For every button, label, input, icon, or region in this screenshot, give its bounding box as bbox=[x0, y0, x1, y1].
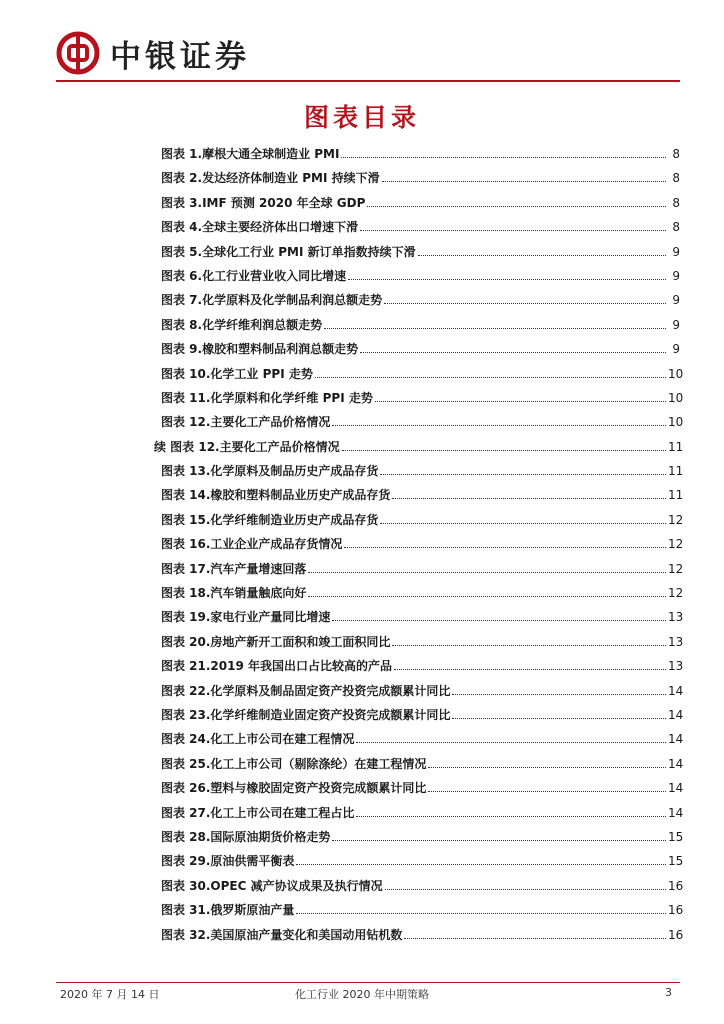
toc-entry[interactable] bbox=[161, 878, 684, 902]
toc-entry-page: 16 bbox=[668, 878, 684, 893]
toc-entry-label: 续 图表 12.主要化工产品价格情况 bbox=[154, 439, 340, 454]
dot-leader bbox=[344, 547, 666, 548]
dot-leader bbox=[385, 889, 666, 890]
toc-entry[interactable] bbox=[161, 170, 680, 194]
table-of-figures bbox=[154, 146, 684, 951]
toc-entry-label: 图表 20.房地产新开工面积和竣工面积同比 bbox=[161, 634, 391, 649]
dot-leader bbox=[452, 718, 666, 719]
dot-leader bbox=[324, 328, 666, 329]
dot-leader bbox=[394, 669, 666, 670]
toc-entry[interactable] bbox=[161, 658, 684, 682]
dot-leader bbox=[367, 206, 666, 207]
dot-leader bbox=[382, 181, 666, 182]
toc-entry-label: 图表 18.汽车销量触底向好 bbox=[161, 586, 307, 601]
dot-leader bbox=[428, 767, 666, 768]
toc-entry-page: 10 bbox=[668, 415, 684, 430]
toc-entry-label: 图表 10.化学工业 PPI 走势 bbox=[161, 366, 313, 381]
toc-entry-page: 11 bbox=[668, 464, 684, 479]
toc-entry-page: 13 bbox=[668, 634, 684, 649]
page-title: 图表目录 bbox=[303, 103, 420, 132]
toc-entry-label: 图表 27.化工上市公司在建工程占比 bbox=[161, 805, 355, 820]
dot-leader bbox=[404, 938, 666, 939]
dot-leader bbox=[356, 742, 666, 743]
toc-entry-page: 8 bbox=[672, 147, 680, 161]
dot-leader bbox=[296, 864, 666, 865]
toc-entry-page: 8 bbox=[672, 220, 680, 235]
toc-entry-label: 图表 6.化工行业营业收入同比增速 bbox=[161, 268, 347, 283]
toc-entry-page: 12 bbox=[668, 512, 684, 527]
toc-entry-page: 9 bbox=[672, 317, 680, 332]
toc-entry-label: 图表 28.国际原油期货价格走势 bbox=[161, 829, 331, 844]
toc-entry-label: 图表 21.2019 年我国出口占比较高的产品 bbox=[161, 659, 393, 674]
toc-entry-page: 8 bbox=[672, 171, 680, 186]
dot-leader bbox=[418, 255, 666, 256]
header bbox=[56, 28, 250, 78]
toc-entry-page: 14 bbox=[668, 707, 684, 722]
toc-entry[interactable] bbox=[161, 683, 684, 707]
toc-entry-label: 图表 29.原油供需平衡表 bbox=[161, 854, 295, 869]
toc-entry[interactable] bbox=[161, 902, 684, 926]
toc-entry-label: 图表 9.橡胶和塑料制品利润总额走势 bbox=[161, 342, 359, 357]
toc-entry[interactable] bbox=[161, 805, 684, 829]
toc-entry-label: 图表 13.化学原料及制品历史产成品存货 bbox=[161, 464, 379, 479]
toc-entry[interactable] bbox=[161, 146, 680, 170]
toc-entry[interactable] bbox=[161, 390, 684, 414]
toc-entry-page: 8 bbox=[672, 195, 680, 210]
toc-entry[interactable] bbox=[161, 829, 684, 853]
toc-entry-page: 13 bbox=[668, 659, 684, 674]
toc-entry[interactable] bbox=[161, 927, 684, 951]
toc-entry[interactable] bbox=[161, 414, 684, 438]
toc-entry-label: 图表 8.化学纤维利润总额走势 bbox=[161, 317, 323, 332]
footer-report-title: 化工行业 2020 年中期策略 bbox=[295, 988, 429, 1001]
dot-leader bbox=[380, 523, 666, 524]
dot-leader bbox=[332, 620, 666, 621]
toc-entry[interactable] bbox=[161, 463, 684, 487]
toc-entry[interactable] bbox=[161, 536, 684, 560]
toc-entry-label: 图表 14.橡胶和塑料制品业历史产成品存货 bbox=[161, 488, 391, 503]
toc-entry[interactable] bbox=[154, 439, 684, 463]
toc-entry-page: 12 bbox=[668, 586, 684, 601]
toc-entry-label: 图表 31.俄罗斯原油产量 bbox=[161, 903, 295, 918]
toc-entry-label: 图表 16.工业企业产成品存货情况 bbox=[161, 537, 343, 552]
toc-entry[interactable] bbox=[161, 341, 680, 365]
toc-entry[interactable] bbox=[161, 244, 680, 268]
dot-leader bbox=[341, 157, 666, 158]
toc-entry-page: 14 bbox=[668, 805, 684, 820]
header-divider bbox=[56, 80, 680, 82]
toc-entry-page: 11 bbox=[668, 439, 684, 454]
dot-leader bbox=[392, 645, 666, 646]
toc-entry-label: 图表 15.化学纤维制造业历史产成品存货 bbox=[161, 512, 379, 527]
toc-entry[interactable] bbox=[161, 219, 680, 243]
dot-leader bbox=[342, 450, 666, 451]
bank-of-china-logo-icon bbox=[56, 31, 100, 75]
toc-entry-page: 15 bbox=[668, 854, 684, 869]
toc-entry[interactable] bbox=[161, 561, 684, 585]
toc-entry[interactable] bbox=[161, 780, 684, 804]
toc-entry[interactable] bbox=[161, 512, 684, 536]
toc-entry-page: 13 bbox=[668, 610, 684, 625]
toc-entry-page: 16 bbox=[668, 927, 684, 942]
toc-entry-page: 14 bbox=[668, 756, 684, 771]
toc-entry-label: 图表 17.汽车产量增速回落 bbox=[161, 561, 307, 576]
toc-entry-page: 9 bbox=[672, 268, 680, 283]
toc-entry-page: 9 bbox=[672, 244, 680, 259]
brand-name: 中银证券 bbox=[110, 38, 250, 75]
toc-entry-label: 图表 12.主要化工产品价格情况 bbox=[161, 415, 331, 430]
dot-leader bbox=[375, 401, 666, 402]
toc-entry[interactable] bbox=[161, 487, 684, 511]
toc-entry-label: 图表 26.塑料与橡胶固定资产投资完成额累计同比 bbox=[161, 781, 427, 796]
toc-entry-page: 16 bbox=[668, 903, 684, 918]
toc-entry[interactable] bbox=[161, 317, 680, 341]
dot-leader bbox=[384, 303, 666, 304]
dot-leader bbox=[332, 425, 666, 426]
toc-entry-page: 11 bbox=[668, 488, 684, 503]
toc-entry-label: 图表 4.全球主要经济体出口增速下滑 bbox=[161, 220, 359, 235]
toc-entry-label: 图表 32.美国原油产量变化和美国动用钻机数 bbox=[161, 927, 403, 942]
dot-leader bbox=[380, 474, 666, 475]
toc-entry[interactable] bbox=[161, 731, 684, 755]
dot-leader bbox=[315, 377, 666, 378]
dot-leader bbox=[360, 352, 666, 353]
toc-entry-page: 10 bbox=[668, 390, 684, 405]
toc-entry-page: 12 bbox=[668, 537, 684, 552]
toc-entry-page: 9 bbox=[672, 342, 680, 357]
toc-entry-label: 图表 5.全球化工行业 PMI 新订单指数持续下滑 bbox=[161, 244, 416, 259]
dot-leader bbox=[308, 572, 666, 573]
toc-entry-label: 图表 7.化学原料及化学制品利润总额走势 bbox=[161, 293, 383, 308]
toc-entry[interactable] bbox=[161, 292, 680, 316]
toc-entry[interactable] bbox=[161, 609, 684, 633]
dot-leader bbox=[332, 840, 666, 841]
toc-entry-label: 图表 24.化工上市公司在建工程情况 bbox=[161, 732, 355, 747]
toc-entry-page: 10 bbox=[668, 366, 684, 381]
dot-leader bbox=[452, 694, 666, 695]
toc-entry-page: 9 bbox=[672, 293, 680, 308]
toc-entry-label: 图表 30.OPEC 减产协议成果及执行情况 bbox=[161, 878, 383, 893]
toc-entry[interactable] bbox=[161, 707, 684, 731]
toc-entry-page: 14 bbox=[668, 732, 684, 747]
toc-entry-page: 14 bbox=[668, 683, 684, 698]
toc-entry-label: 图表 22.化学原料及制品固定资产投资完成额累计同比 bbox=[161, 683, 451, 698]
dot-leader bbox=[360, 230, 666, 231]
dot-leader bbox=[348, 279, 666, 280]
toc-entry-label: 图表 2.发达经济体制造业 PMI 持续下滑 bbox=[161, 171, 380, 186]
toc-entry[interactable] bbox=[161, 634, 684, 658]
toc-entry[interactable] bbox=[161, 585, 684, 609]
toc-entry-label: 图表 3.IMF 预测 2020 年全球 GDP bbox=[161, 195, 366, 210]
footer-divider bbox=[56, 982, 680, 983]
dot-leader bbox=[428, 791, 666, 792]
toc-entry-label: 图表 19.家电行业产量同比增速 bbox=[161, 610, 331, 625]
toc-entry-page: 14 bbox=[668, 781, 684, 796]
toc-entry[interactable] bbox=[161, 756, 684, 780]
toc-entry-page: 12 bbox=[668, 561, 684, 576]
dot-leader bbox=[392, 498, 666, 499]
dot-leader bbox=[296, 913, 666, 914]
footer-page-number: 3 bbox=[665, 986, 672, 999]
toc-entry-label: 图表 25.化工上市公司（剔除涤纶）在建工程情况 bbox=[161, 756, 427, 771]
footer-date: 2020 年 7 月 14 日 bbox=[60, 988, 160, 1001]
toc-entry[interactable] bbox=[161, 268, 680, 292]
toc-entry-label: 图表 1.摩根大通全球制造业 PMI bbox=[161, 147, 340, 161]
toc-entry-page: 15 bbox=[668, 829, 684, 844]
toc-entry[interactable] bbox=[161, 366, 684, 390]
toc-entry-label: 图表 11.化学原料和化学纤维 PPI 走势 bbox=[161, 390, 373, 405]
toc-entry-label: 图表 23.化学纤维制造业固定资产投资完成额累计同比 bbox=[161, 707, 451, 722]
dot-leader bbox=[308, 596, 666, 597]
toc-entry[interactable] bbox=[161, 195, 680, 219]
dot-leader bbox=[356, 816, 666, 817]
toc-entry[interactable] bbox=[161, 853, 684, 877]
